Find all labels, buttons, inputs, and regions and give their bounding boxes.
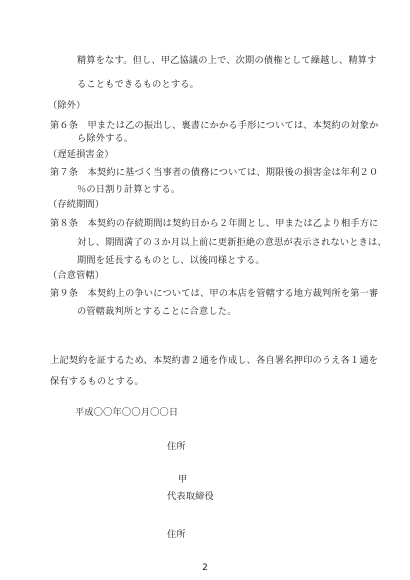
representative-title: 代表取締役 <box>167 491 214 502</box>
article-6-line-2: ら除外する。 <box>77 133 134 144</box>
article-7-heading: （遅延損害金） <box>48 149 114 160</box>
closing-line-1: 上記契約を証するため、本契約書２通を作成し、各自署名押印のうえ各１通を <box>50 355 379 366</box>
page-number: 2 <box>202 563 208 573</box>
article-9-heading: （合意管轄） <box>48 270 105 281</box>
article-6-heading: （除外） <box>48 100 86 111</box>
article-8-heading: （存続期間） <box>48 199 105 210</box>
article-8-line-3: 期間を延長するものとし、以後同様とする。 <box>77 255 265 266</box>
closing-line-2: 保有するものとする。 <box>50 376 144 387</box>
contract-date: 平成〇〇年〇〇月〇〇日 <box>75 407 179 418</box>
address-label-party-b: 住所 <box>167 529 186 540</box>
party-a-label: 甲 <box>178 474 188 485</box>
article-7-line-1: 第７条 本契約に基づく当事者の債務については、期限後の損害金は年利２０ <box>50 167 379 178</box>
article-9-line-2: の管轄裁判所とすることに合意した。 <box>77 306 237 317</box>
address-label-party-a: 住所 <box>167 441 186 452</box>
article-6-line-1: 第６条 甲または乙の振出し、裏書にかかる手形については、本契約の対象か <box>50 120 379 131</box>
article-7-line-2: ％の日割り計算とする。 <box>77 184 181 195</box>
article-9-line-1: 第９条 本契約上の争いについては、甲の本店を管轄する地方裁判所を第一審 <box>50 288 379 299</box>
article-8-line-1: 第８条 本契約の存続期間は契約日から２年間とし、甲または乙より相手方に <box>50 218 379 229</box>
article-8-line-2: 対し、期間満了の３か月以上前に更新拒絶の意思が表示されないときは、 <box>77 237 387 248</box>
continuation-line-1: 精算をなす。但し、甲乙協議の上で、次期の債権として繰越し、精算す <box>77 55 377 66</box>
continuation-line-2: ることもできるものとする。 <box>77 79 200 90</box>
